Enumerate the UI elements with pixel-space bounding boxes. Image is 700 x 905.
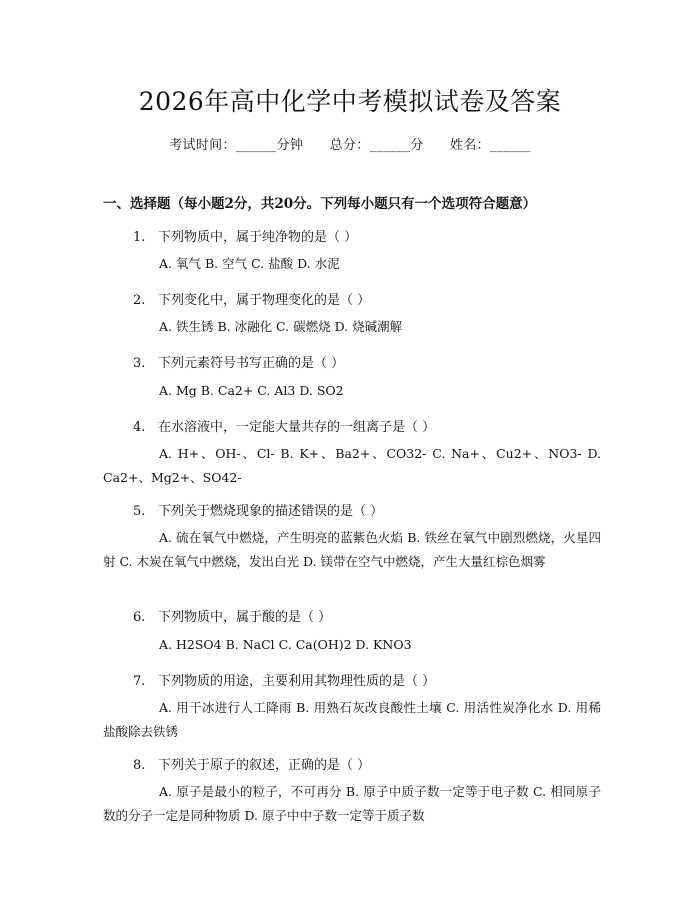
question-number: 8. (133, 758, 146, 773)
question-text: 下列物质中，属于纯净物的是（ ） (158, 230, 358, 245)
question-3-options: A. Mg B. Ca2+ C. Al3 D. SO2 (159, 383, 344, 398)
question-text: 下列物质中，属于酸的是（ ） (158, 610, 332, 625)
question-8-options: A. 原子是最小的粒子，不可再分 B. 原子中质子数一定等于电子数 C. 相同原子数的分子一定是同种物质 D. 原子中中子数一定等于质子数 (103, 784, 601, 823)
question-number: 3. (133, 356, 146, 371)
question-8 (133, 754, 370, 773)
exam-info-line (0, 134, 700, 153)
question-text: 下列元素符号书写正确的是（ ） (158, 356, 345, 371)
question-number: 5. (133, 504, 146, 519)
question-2-options: A. 铁生锈 B. 冰融化 C. 碳燃烧 D. 烧碱潮解 (159, 319, 403, 334)
exam-time-field: 考试时间：______分钟 (169, 138, 304, 153)
question-3 (133, 352, 344, 371)
question-1-options: A. 氧气 B. 空气 C. 盐酸 D. 水泥 (159, 256, 340, 271)
question-text: 下列物质的用途，主要利用其物理性质的是（ ） (158, 674, 436, 689)
question-4 (133, 416, 435, 435)
question-1 (133, 226, 357, 245)
question-number: 2. (133, 293, 146, 308)
question-text: 下列关于燃烧现象的描述错误的是（ ） (158, 504, 384, 519)
total-score-field: 总分：______分 (329, 138, 424, 153)
question-5 (133, 500, 383, 519)
question-text: 在水溶液中，一定能大量共存的一组离子是（ ） (158, 420, 436, 435)
question-text: 下列关于原子的叙述，正确的是（ ） (158, 758, 371, 773)
question-6-options: A. H2SO4 B. NaCl C. Ca(OH)2 D. KNO3 (159, 637, 412, 652)
page-title: 2026年高中化学中考模拟试卷及答案 (138, 87, 562, 116)
question-number: 4. (133, 420, 146, 435)
question-7-options: A. 用干冰进行人工降雨 B. 用熟石灰改良酸性土壤 C. 用活性炭净化水 D. 用稀盐酸除去铁锈 (103, 700, 601, 739)
question-text: 下列变化中，属于物理变化的是（ ） (158, 293, 371, 308)
question-5-options: A. 硫在氧气中燃烧，产生明亮的蓝紫色火焰 B. 铁丝在氧气中剧烈燃烧，火星四射 C. 木炭在氧气中燃烧，发出白光 D. 镁带在空气中燃烧，产生大量红棕色烟雾 (103, 530, 601, 569)
student-name-field: 姓名：______ (450, 138, 531, 153)
question-4-options: A. H+、OH-、Cl- B. K+、Ba2+、CO32- C. Na+、Cu2+、NO3- D. Ca2+、Mg2+、SO42- (103, 446, 601, 485)
question-number: 6. (133, 610, 146, 625)
question-6 (133, 606, 331, 625)
question-7 (133, 670, 435, 689)
question-number: 1. (133, 230, 146, 245)
question-number: 7. (133, 674, 146, 689)
question-2 (133, 289, 370, 308)
section-heading: 一、选择题（每小题2分，共20分。下列每小题只有一个选项符合题意） (103, 196, 537, 212)
